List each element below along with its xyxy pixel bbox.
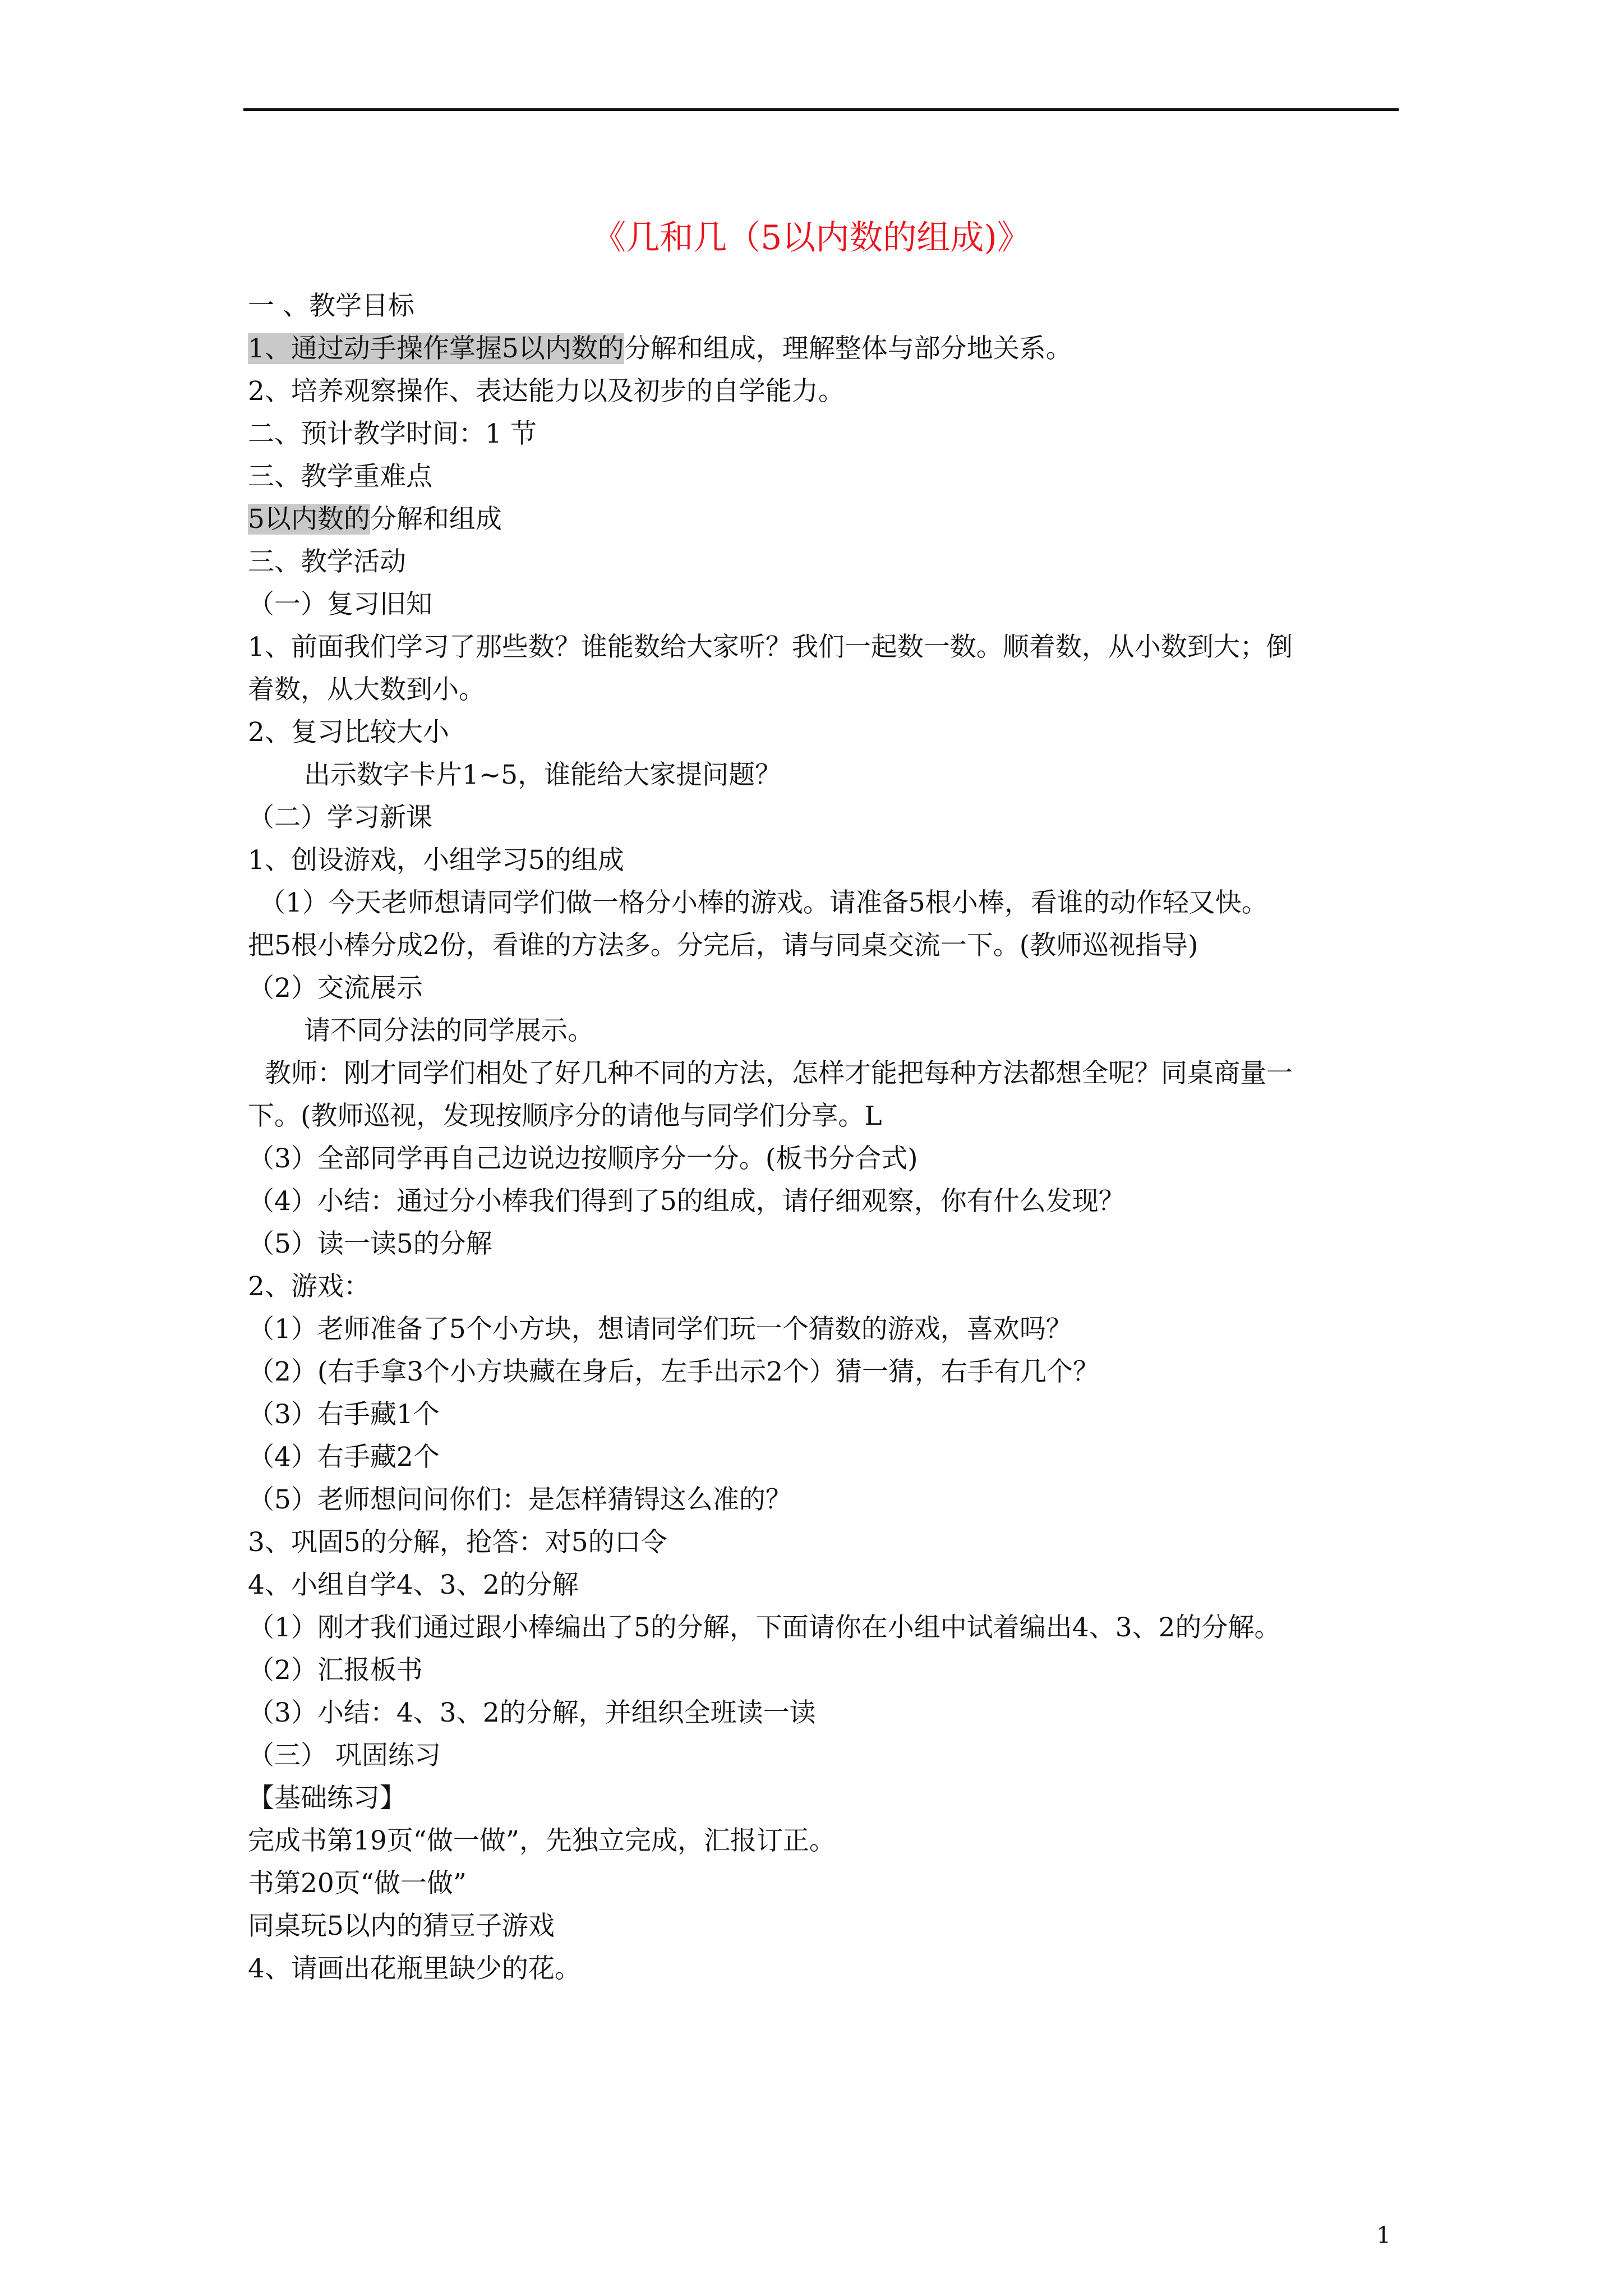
highlighted-text: 5以内数的	[248, 504, 370, 535]
header-rule	[243, 108, 1399, 111]
paragraph-line	[248, 498, 1399, 541]
paragraph-line: 请不同分法的同学展示。	[304, 1015, 594, 1046]
subsection-heading: （三） 巩固练习	[248, 1740, 441, 1771]
paragraph-line: 1、前面我们学习了那些数？谁能数给大家听？我们一起数一数。顺着数，从小数到大；倒	[248, 632, 1293, 662]
section-heading: 三、教学重难点	[248, 461, 432, 492]
highlighted-text: 1、通过动手操作掌握5以内数的	[248, 333, 624, 364]
paragraph-line: （3）小结：4、3、2的分解，并组织全班读一读	[248, 1697, 816, 1728]
paragraph-line: 书第20页“做一做”	[248, 1868, 467, 1899]
paragraph-line: 2、游戏：	[248, 1271, 370, 1302]
paragraph-line: 教师：刚才同学们相处了好几种不同的方法，怎样才能把每种方法都想全呢？同桌商量一	[265, 1058, 1293, 1089]
paragraph-line: 2、培养观察操作、表达能力以及初步的自学能力。	[248, 376, 845, 407]
subsection-heading: 【基础练习】	[248, 1783, 406, 1814]
paragraph-line: 把5根小棒分成2份，看谁的方法多。分完后，请与同桌交流一下。(教师巡视指导)	[248, 930, 1198, 961]
paragraph-line: 出示数字卡片1~5，谁能给大家提问题？	[304, 760, 782, 790]
paragraph-line: （4）右手藏2个	[248, 1442, 440, 1473]
paragraph-line: （1）刚才我们通过跟小棒编出了5的分解，下面请你在小组中试着编出4、3、2的分解。	[248, 1612, 1281, 1643]
line-text: 分解和组成，理解整体与部分地关系。	[624, 333, 1072, 364]
paragraph-line: 同桌玩5以内的猜豆子游戏	[248, 1911, 555, 1941]
paragraph-line: 2、复习比较大小	[248, 717, 449, 748]
paragraph-line: 4、小组自学4、3、2的分解	[248, 1570, 579, 1600]
paragraph-line: （5）读一读5的分解	[248, 1228, 492, 1259]
document-title: 《几和几（5以内数的组成)》	[592, 218, 1031, 257]
document-body	[248, 285, 1399, 1990]
paragraph-line: （3）右手藏1个	[248, 1399, 440, 1430]
paragraph-line	[248, 328, 1399, 370]
paragraph-line: （2）(右手拿3个小方块藏在身后，左手出示2个）猜一猜，右手有几个？	[248, 1356, 1100, 1387]
paragraph-line: （2）交流展示	[248, 973, 423, 1004]
paragraph-line: （1）老师准备了5个小方块，想请同学们玩一个猜数的游戏，喜欢吗？	[248, 1314, 1072, 1345]
paragraph-line: 下。(教师巡视，发现按顺序分的请他与同学们分享。L	[248, 1101, 882, 1131]
line-text: 分解和组成	[370, 504, 502, 535]
paragraph-line: （4）小结：通过分小棒我们得到了5的组成，请仔细观察，你有什么发现？	[248, 1186, 1125, 1217]
paragraph-line: （5）老师想问问你们：是怎样猜锝这么准的？	[248, 1484, 792, 1515]
section-heading: 一 、教学目标	[248, 291, 414, 321]
paragraph-line: 3、巩固5的分解，抢答：对5的口令	[248, 1527, 667, 1558]
paragraph-line: 1、创设游戏，小组学习5的组成	[248, 845, 624, 876]
paragraph-line: 完成书第19页“做一做”，先独立完成，汇报订正。	[248, 1825, 836, 1856]
paragraph-line: （3）全部同学再自己边说边按顺序分一分。(板书分合式)	[248, 1143, 918, 1174]
section-heading: 二、预计教学时间：1 节	[248, 418, 537, 449]
paragraph-line: （2）汇报板书	[248, 1655, 423, 1686]
subsection-heading: （二）学习新课	[248, 802, 432, 833]
paragraph-line: 着数，从大数到小。	[248, 674, 485, 705]
paragraph-line: （1）今天老师想请同学们做一格分小棒的游戏。请准备5根小棒，看谁的动作轻又快。	[259, 887, 1268, 918]
subsection-heading: （一）复习旧知	[248, 589, 432, 620]
section-heading: 三、教学活动	[248, 546, 406, 577]
page-number: 1	[1376, 2223, 1391, 2248]
paragraph-line: 4、请画出花瓶里缺少的花。	[248, 1953, 581, 1984]
